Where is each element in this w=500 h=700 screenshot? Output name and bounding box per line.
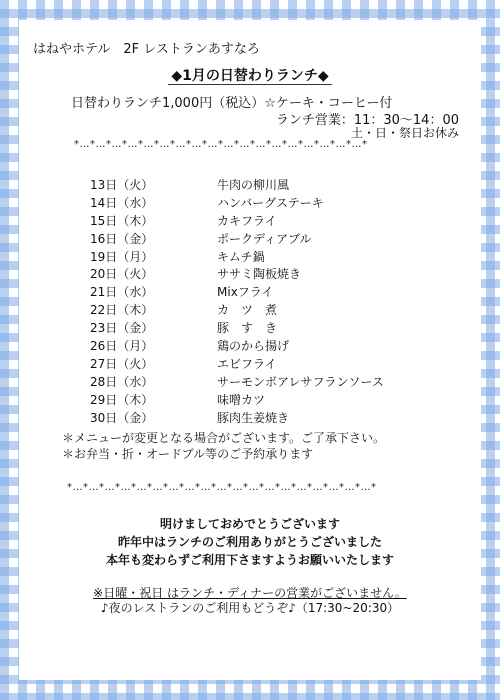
separator-bottom: *…*…*…*…*…*…*…*…*…*…*…*…*…*…*…*…*…*…*…*: [67, 482, 377, 493]
menu-row: [90, 213, 384, 231]
menu-row: [90, 231, 384, 249]
menu-row: [90, 249, 384, 267]
menu-dish: カキフライ: [217, 213, 277, 228]
menu-dish: キムチ鍋: [217, 249, 265, 264]
menu-dish: 味噌カツ: [217, 392, 266, 407]
menu-row: [90, 284, 384, 302]
menu-row: [90, 302, 384, 320]
note-line: ＊お弁当・折・オードブル等のご予約承ります: [62, 447, 314, 461]
menu-date: 15日（木）: [90, 213, 154, 228]
menu-dish: 牛肉の柳川風: [217, 178, 290, 192]
menu-row: [90, 177, 384, 195]
menu-date: 13日（火）: [90, 178, 154, 192]
holiday-notice: [19, 586, 481, 616]
menu-date: 23日（金）: [90, 321, 154, 336]
menu-dish: ササミ陶板焼き: [217, 267, 302, 282]
menu-row: [90, 392, 384, 410]
menu-date: 30日（金）: [90, 410, 154, 425]
greeting-line: 明けましておめでとうございます: [159, 517, 340, 531]
hotel-name: はねやホテル 2F レストランあすなろ: [33, 42, 260, 57]
notice-line-dinner: ♪夜のレストランのご利用もどうぞ♪（17:30~20:30）: [100, 601, 400, 615]
menu-date: 16日（金）: [90, 231, 154, 246]
greeting-line: 本年も変わらずご利用下さますようお願いいたします: [105, 553, 394, 567]
page-title-text: ◆1月の日替わりランチ◆: [168, 68, 331, 85]
menu-row: [90, 356, 384, 374]
menu-row: [90, 410, 384, 428]
menu-dish: カ ツ 煮: [217, 303, 278, 318]
menu-date: 22日（木）: [90, 303, 154, 318]
menu-date: 27日（火）: [90, 356, 154, 371]
new-year-greeting: [19, 515, 481, 569]
menu-date: 14日（水）: [90, 195, 154, 210]
notice-line-closed: ※日曜・祝日 はランチ・ディナーの営業がございません。: [93, 586, 407, 600]
menu-dish: 鶏のから揚げ: [217, 339, 290, 354]
menu-date: 19日（月）: [90, 249, 154, 264]
menu-dish: Mixフライ: [217, 285, 274, 300]
menu-row: [90, 320, 384, 338]
menu-row: [90, 374, 384, 392]
menu-dish: エビフライ: [217, 356, 277, 371]
menu-date: 29日（木）: [90, 392, 154, 407]
lunch-hours: ランチ営業：11：30～14：00: [275, 113, 459, 128]
menu-date: 20日（火）: [90, 267, 154, 282]
menu-dish: 豚 す き: [217, 321, 278, 336]
menu-dish: 豚肉生姜焼き: [217, 410, 290, 425]
greeting-line: 昨年中はランチのご利用ありがとうございました: [117, 535, 382, 549]
separator-top: *…*…*…*…*…*…*…*…*…*…*…*…*…*…*…*…*…*…*: [74, 139, 368, 150]
note-line: ＊メニューが変更となる場合がございます。ご了承下さい。: [62, 431, 386, 445]
menu-row: [90, 266, 384, 284]
price-info: 日替わりランチ1,000円（税込）☆ケーキ・コーヒー付: [71, 96, 393, 111]
menu-dish: ハンバーグステーキ: [217, 195, 324, 210]
menu-date: 28日（水）: [90, 374, 154, 389]
menu-row: [90, 338, 384, 356]
notes: [62, 430, 385, 462]
menu-list: [90, 177, 384, 427]
menu-dish: サーモンボアレサフランソース: [217, 374, 384, 389]
menu-date: 26日（月）: [90, 339, 154, 354]
flyer-paper: [19, 20, 481, 680]
closed-days: 土・日・祭日お休み: [350, 126, 459, 140]
page-title: [19, 65, 481, 85]
menu-date: 21日（水）: [90, 285, 154, 300]
menu-row: [90, 195, 384, 213]
menu-dish: ポークディアブル: [217, 231, 312, 246]
